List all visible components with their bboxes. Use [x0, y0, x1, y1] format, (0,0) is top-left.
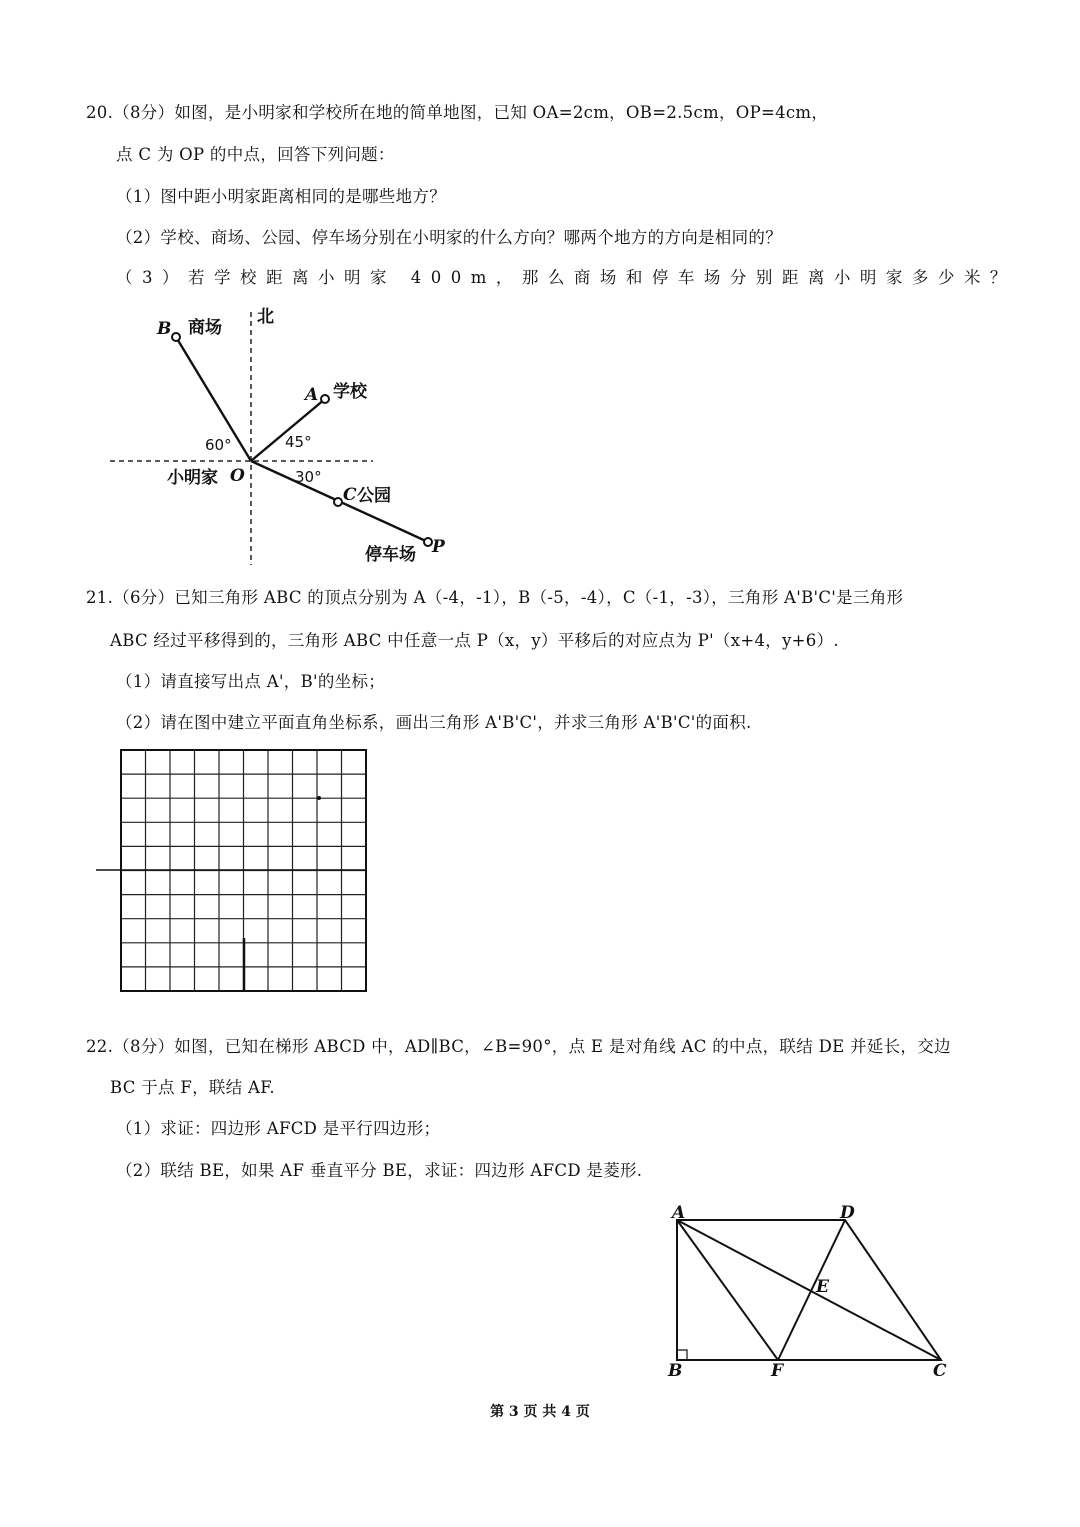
label-C: C [343, 485, 357, 505]
q22-stem-line1: 22.（8分）如图，已知在梯形 ABCD 中，AD∥BC，∠B=90°，点 E 是对角线 AC 的中点，联结 DE 并延长，交边 [86, 1037, 951, 1056]
q22-subquestion-2: （2）联结 BE，如果 AF 垂直平分 BE，求证：四边形 AFCD 是菱形. [116, 1161, 643, 1180]
segment-DF [778, 1220, 845, 1360]
diagonal-AC [677, 1220, 941, 1360]
q20-subquestion-3: （3）若学校距离小明家 400m，那么商场和停车场分别距离小明家多少米？ [116, 268, 1016, 287]
right-angle-mark [677, 1350, 687, 1360]
angle-B-label: 60° [205, 436, 232, 454]
q20-stem-line2: 点 C 为 OP 的中点，回答下列问题： [116, 145, 395, 164]
label-A: A [305, 385, 319, 405]
q21-subquestion-1: （1）请直接写出点 A'，B'的坐标； [116, 672, 386, 691]
q20-subquestion-2: （2）学校、商场、公园、停车场分别在小明家的什么方向？哪两个地方的方向是相同的？ [116, 228, 782, 247]
home-label: 小明家 [167, 468, 218, 488]
label-O: O [230, 466, 245, 486]
label-A: A [672, 1203, 686, 1223]
angle-C-label: 30° [295, 468, 322, 486]
q22-stem-line2: BC 于点 F，联结 AF. [110, 1078, 275, 1097]
q20-stem-line1: 20.（8分）如图，是小明家和学校所在地的简单地图，已知 OA=2cm，OB=2.5cm，OP=4cm， [86, 103, 829, 122]
segment-AF [677, 1220, 778, 1360]
q22-subquestion-1: （1）求证：四边形 AFCD 是平行四边形； [116, 1119, 441, 1138]
label-B: B [668, 1361, 683, 1381]
label-B: B [157, 319, 172, 339]
label-F: F [771, 1361, 784, 1381]
angle-A-label: 45° [285, 433, 312, 451]
label-E: E [816, 1277, 829, 1297]
page-footer: 第 3 页 共 4 页 [490, 1404, 590, 1420]
mall-label: 商场 [188, 318, 222, 338]
parking-label: 停车场 [365, 545, 416, 565]
q21-stem-line2: ABC 经过平移得到的，三角形 ABC 中任意一点 P（x，y）平移后的对应点为 P'（x+4，y+6）. [110, 631, 839, 650]
park-label: 公园 [357, 486, 391, 506]
q20-subquestion-1: （1）图中距小明家距离相同的是哪些地方？ [116, 187, 446, 206]
school-label: 学校 [333, 382, 367, 402]
label-C: C [933, 1361, 947, 1381]
label-P: P [432, 537, 445, 557]
label-D: D [840, 1203, 855, 1223]
north-label: 北 [257, 307, 274, 327]
q21-subquestion-2: （2）请在图中建立平面直角坐标系，画出三角形 A'B'C'，并求三角形 A'B'C'的面积. [116, 713, 752, 732]
q21-stem-line1: 21.（6分）已知三角形 ABC 的顶点分别为 A（-4，-1），B（-5，-4），C（-1，-3），三角形 A'B'C'是三角形 [86, 588, 904, 607]
